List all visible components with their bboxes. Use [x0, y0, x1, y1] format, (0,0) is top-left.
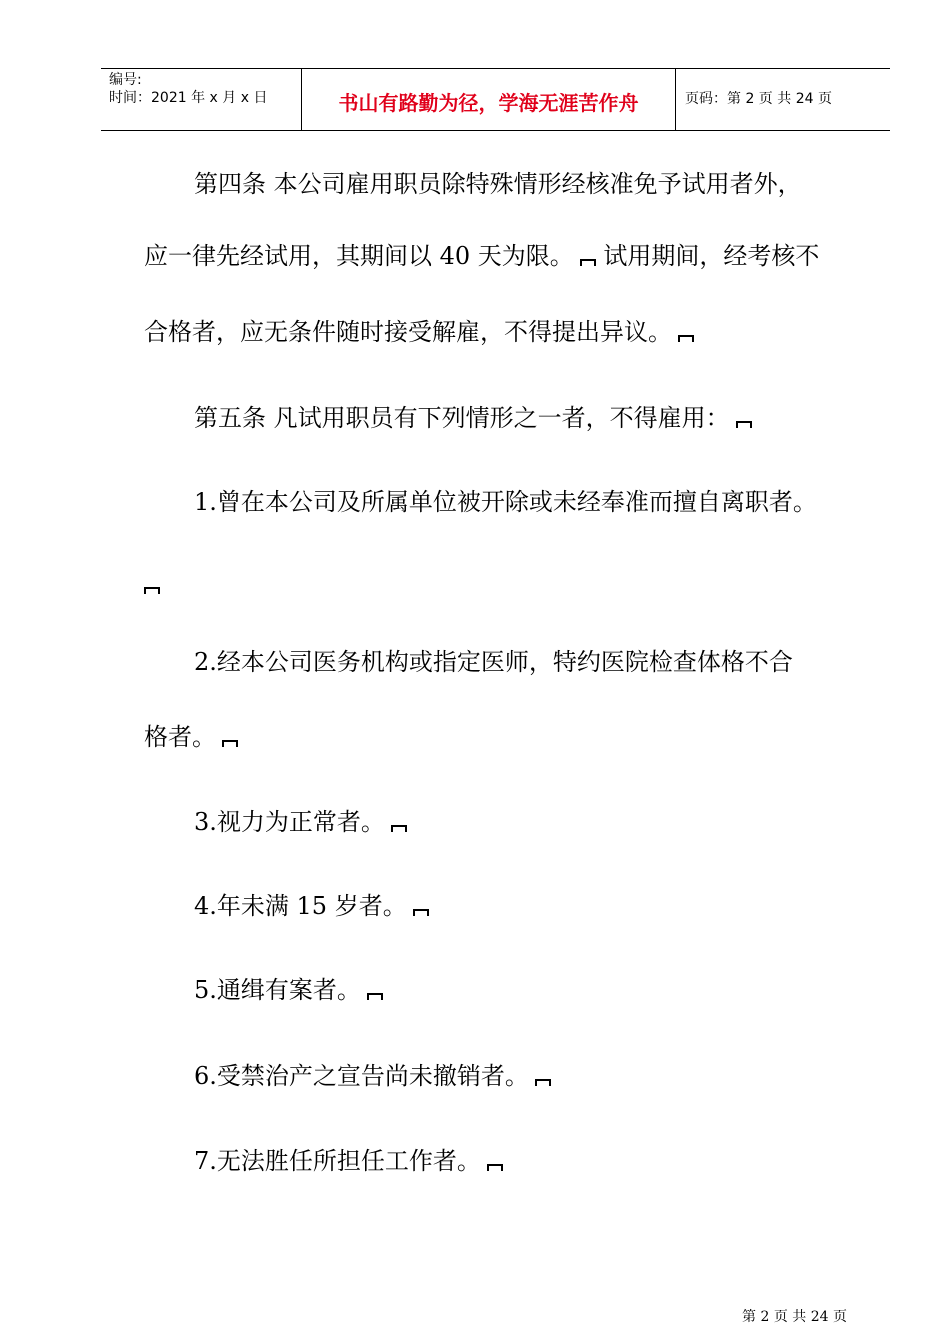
list-item: [194, 648, 904, 676]
text: 3.视力为正常者。: [194, 808, 385, 836]
text: 格者。: [144, 723, 216, 751]
paragraph-mark-icon: [367, 993, 383, 1000]
paragraph-line: [194, 404, 904, 432]
paragraph-line: [194, 170, 904, 198]
paragraph-mark-icon: [487, 1164, 503, 1171]
code-label: 编号:: [109, 72, 142, 88]
page-header: [101, 68, 890, 131]
paragraph-mark-icon: [413, 909, 429, 916]
text: 试用期间，经考核不: [595, 242, 820, 270]
paragraph-line: [144, 570, 854, 598]
list-item: [194, 808, 904, 836]
header-page-info: 页码：第 2 页 共 24 页: [685, 91, 832, 107]
page-footer: 第 2 页 共 24 页: [742, 1309, 847, 1325]
paragraph-mark-icon: [678, 335, 694, 342]
header-motto-cell: [301, 69, 676, 130]
paragraph-line: [144, 242, 854, 270]
paragraph-line: [144, 723, 854, 751]
paragraph-mark-icon: [222, 740, 238, 747]
header-meta: [101, 69, 301, 130]
paragraph-mark-icon: [391, 825, 407, 832]
text: 第五条 凡试用职员有下列情形之一者，不得雇用：: [194, 404, 730, 432]
list-item: [194, 1062, 904, 1090]
list-item: [194, 488, 904, 516]
paragraph-line: [144, 318, 854, 346]
text: 6.受禁治产之宣告尚未撤销者。: [194, 1062, 529, 1090]
text: 第四条 本公司雇用职员除特殊情形经核准免予试用者外，: [194, 170, 802, 198]
text: 应一律先经试用，其期间以 40 天为限。: [144, 242, 574, 270]
text: 7.无法胜任所担任工作者。: [194, 1147, 481, 1175]
paragraph-mark-icon: [580, 259, 596, 266]
list-item: [194, 976, 904, 1004]
header-page-cell: [676, 69, 890, 130]
time-label: 时间：2021 年 x 月 x 日: [109, 90, 268, 106]
list-item: [194, 1147, 904, 1175]
paragraph-mark-icon: [535, 1079, 551, 1086]
text: 4.年未满 15 岁者。: [194, 892, 407, 920]
text: 1.曾在本公司及所属单位被开除或未经奉准而擅自离职者。: [194, 488, 817, 516]
motto: 书山有路勤为径，学海无涯苦作舟: [338, 91, 639, 115]
text: 5.通缉有案者。: [194, 976, 361, 1004]
paragraph-mark-icon: [144, 587, 160, 594]
paragraph-mark-icon: [736, 421, 752, 428]
text: 合格者，应无条件随时接受解雇，不得提出异议。: [144, 318, 672, 346]
list-item: [194, 892, 904, 920]
text: 2.经本公司医务机构或指定医师，特约医院检查体格不合: [194, 648, 793, 676]
